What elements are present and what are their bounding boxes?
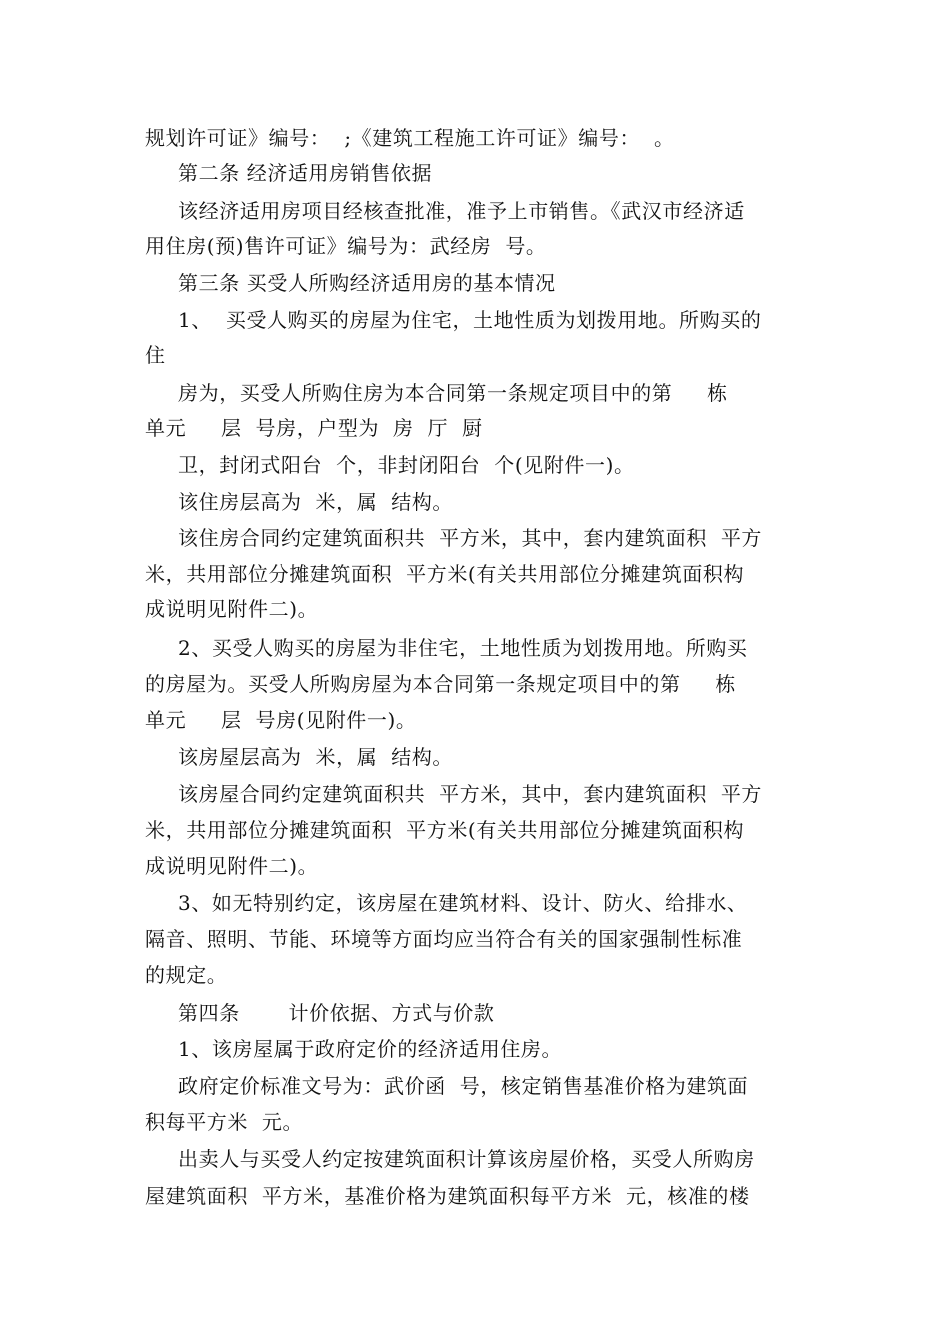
text-line: 住 — [145, 343, 166, 367]
text-line: 的规定。 — [145, 963, 228, 987]
text-line: 房为，买受人所购住房为本合同第一条规定项目中的第 栋 — [178, 381, 728, 405]
text-line: 出卖人与买受人约定按建筑面积计算该房屋价格，买受人所购房 — [178, 1147, 755, 1171]
text-line: 单元 层 号房，户型为 房 厅 厨 — [145, 416, 483, 440]
section-heading: 第二条 经济适用房销售依据 — [178, 161, 433, 185]
text-line: 米，共用部位分摊建筑面积 平方米(有关共用部位分摊建筑面积构 — [145, 562, 745, 586]
text-line: 3、如无特别约定，该房屋在建筑材料、设计、防火、给排水、 — [178, 891, 748, 915]
text-line: 单元 层 号房(见附件一)。 — [145, 708, 417, 732]
text-line: 积每平方米 元。 — [145, 1110, 304, 1134]
text-line: 成说明见附件二)。 — [145, 854, 319, 878]
text-line: 成说明见附件二)。 — [145, 597, 319, 621]
text-line: 规划许可证》编号： ;《建筑工程施工许可证》编号： 。 — [145, 126, 675, 150]
text-line: 该住房合同约定建筑面积共 平方米，其中，套内建筑面积 平方 — [178, 526, 763, 550]
text-line: 该房屋层高为 米，属 结构。 — [178, 745, 454, 769]
text-line: 屋建筑面积 平方米，基准价格为建筑面积每平方米 元，核准的楼 — [145, 1184, 750, 1208]
section-heading: 第四条 计价依据、方式与价款 — [178, 1001, 495, 1025]
text-line: 该房屋合同约定建筑面积共 平方米，其中，套内建筑面积 平方 — [178, 782, 763, 806]
text-line: 该住房层高为 米，属 结构。 — [178, 490, 454, 514]
text-line: 2、买受人购买的房屋为非住宅，土地性质为划拨用地。所购买 — [178, 636, 748, 660]
text-line: 用住房(预)售许可证》编号为：武经房 号。 — [145, 234, 547, 258]
text-line: 该经济适用房项目经核查批准，准予上市销售。《武汉市经济适 — [178, 199, 745, 223]
text-line: 的房屋为。买受人所购房屋为本合同第一条规定项目中的第 栋 — [145, 672, 736, 696]
text-line: 1、该房屋属于政府定价的经济适用住房。 — [178, 1037, 563, 1061]
text-line: 米，共用部位分摊建筑面积 平方米(有关共用部位分摊建筑面积构 — [145, 818, 745, 842]
section-heading: 第三条 买受人所购经济适用房的基本情况 — [178, 271, 556, 295]
text-line: 卫，封闭式阳台 个，非封闭阳台 个(见附件一)。 — [178, 453, 635, 477]
text-line: 1、 买受人购买的房屋为住宅，土地性质为划拨用地。所购买的 — [178, 308, 762, 332]
text-line: 隔音、照明、节能、环境等方面均应当符合有关的国家强制性标准 — [145, 927, 743, 951]
text-line: 政府定价标准文号为：武价函 号，核定销售基准价格为建筑面 — [178, 1074, 749, 1098]
